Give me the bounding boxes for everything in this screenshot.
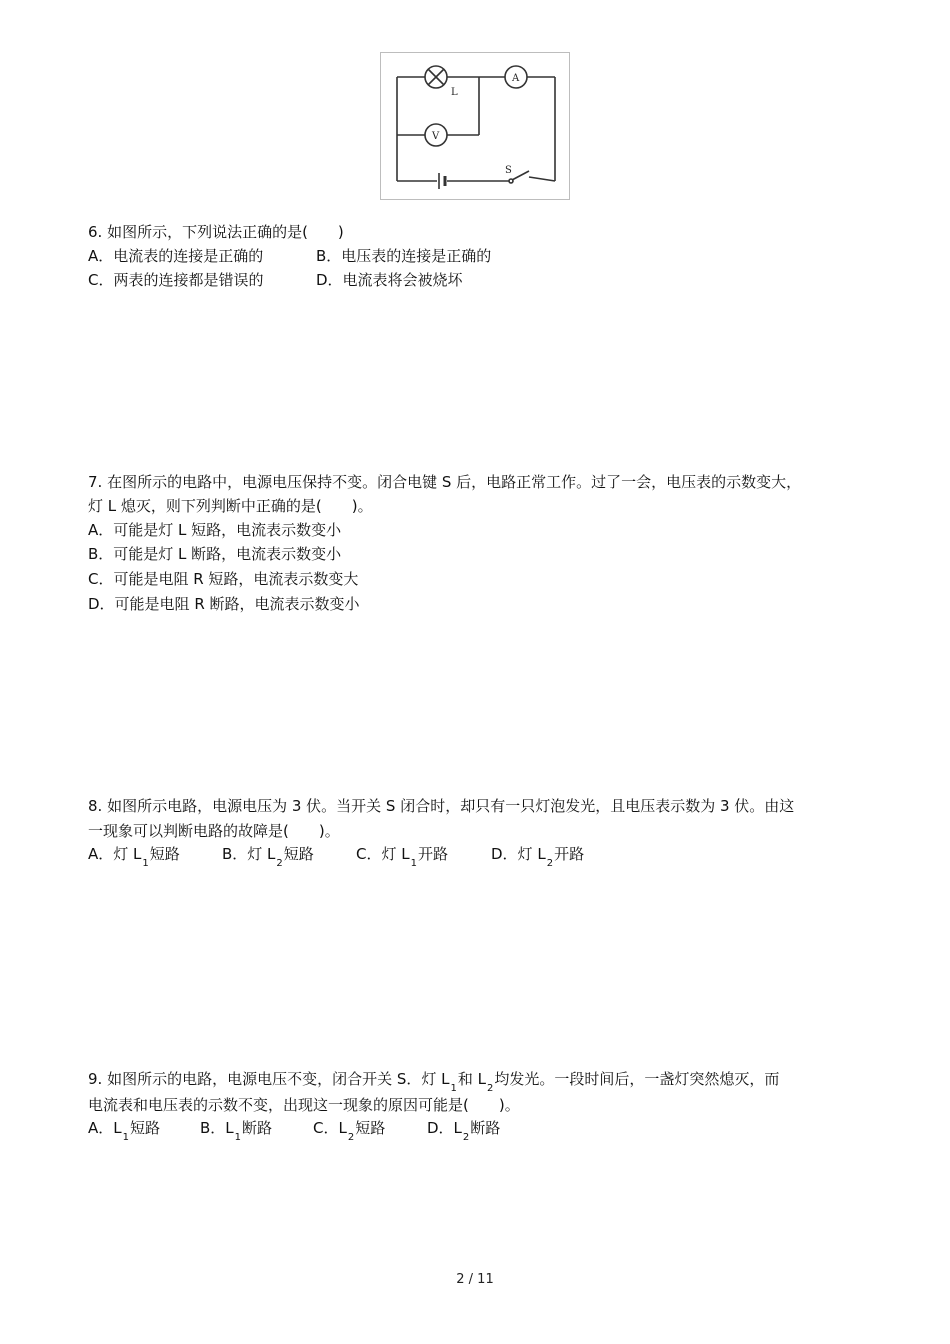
q9-option-d: D．$L_2$断路 bbox=[427, 1119, 501, 1143]
q8-stem-line2: 一现象可以判断电路的故障是( )。 bbox=[88, 822, 340, 840]
q7-option-b: B．可能是灯 L 断路，电流表示数变小 bbox=[88, 545, 342, 563]
q6-stem: 6. 如图所示，下列说法正确的是( ) bbox=[88, 223, 344, 241]
q8-option-c: C．灯 $L_1$开路 bbox=[356, 845, 448, 869]
q9-option-b: B．$L_1$断路 bbox=[200, 1119, 273, 1143]
q9-option-a: A．$L_1$短路 bbox=[88, 1119, 161, 1143]
q8-option-d: D．灯 $L_2$开路 bbox=[491, 845, 585, 869]
circuit-diagram bbox=[380, 52, 570, 200]
voltmeter-label: V bbox=[432, 131, 440, 142]
q8-option-a: A．灯 $L_1$短路 bbox=[88, 845, 180, 869]
q7-stem-line2: 灯 L 熄灭，则下列判断中正确的是( )。 bbox=[88, 497, 373, 515]
q9-stem-line2: 电流表和电压表的示数不变，出现这一现象的原因可能是( )。 bbox=[88, 1096, 520, 1114]
q7-option-a: A．可能是灯 L 短路，电流表示数变小 bbox=[88, 521, 342, 539]
q8-stem-line1: 8. 如图所示电路，电源电压为 3 伏。当开关 S 闭合时，却只有一只灯泡发光，且电压表示数为 3 伏。由这 bbox=[88, 797, 795, 815]
lamp-label: L bbox=[451, 87, 458, 98]
q7-stem-line1: 7. 在图所示的电路中，电源电压保持不变。闭合电键 S 后，电路正常工作。过了一会，电压表的示数变大， bbox=[88, 473, 802, 491]
q9-stem-line1: 9. 如图所示的电路，电源电压不变，闭合开关 S．灯 $L_1$和 $L_2$均发光。一段时间后，一盏灯突然熄灭，而 bbox=[88, 1070, 780, 1094]
page-number: 2 / 11 bbox=[456, 1272, 494, 1287]
q7-option-c: C．可能是电阻 R 短路，电流表示数变大 bbox=[88, 570, 359, 588]
q9-option-c: C．$L_2$短路 bbox=[313, 1119, 386, 1143]
circuit-svg bbox=[381, 53, 569, 199]
switch-label: S bbox=[505, 165, 512, 176]
q6-option-a: A．电流表的连接是正确的 bbox=[88, 247, 264, 265]
q6-option-b: B．电压表的连接是正确的 bbox=[316, 247, 492, 265]
q6-option-d: D．电流表将会被烧坏 bbox=[316, 271, 463, 289]
q6-option-c: C．两表的连接都是错误的 bbox=[88, 271, 264, 289]
q7-option-d: D．可能是电阻 R 断路，电流表示数变小 bbox=[88, 595, 360, 613]
ammeter-label: A bbox=[512, 73, 520, 84]
q8-option-b: B．灯 $L_2$短路 bbox=[222, 845, 314, 869]
